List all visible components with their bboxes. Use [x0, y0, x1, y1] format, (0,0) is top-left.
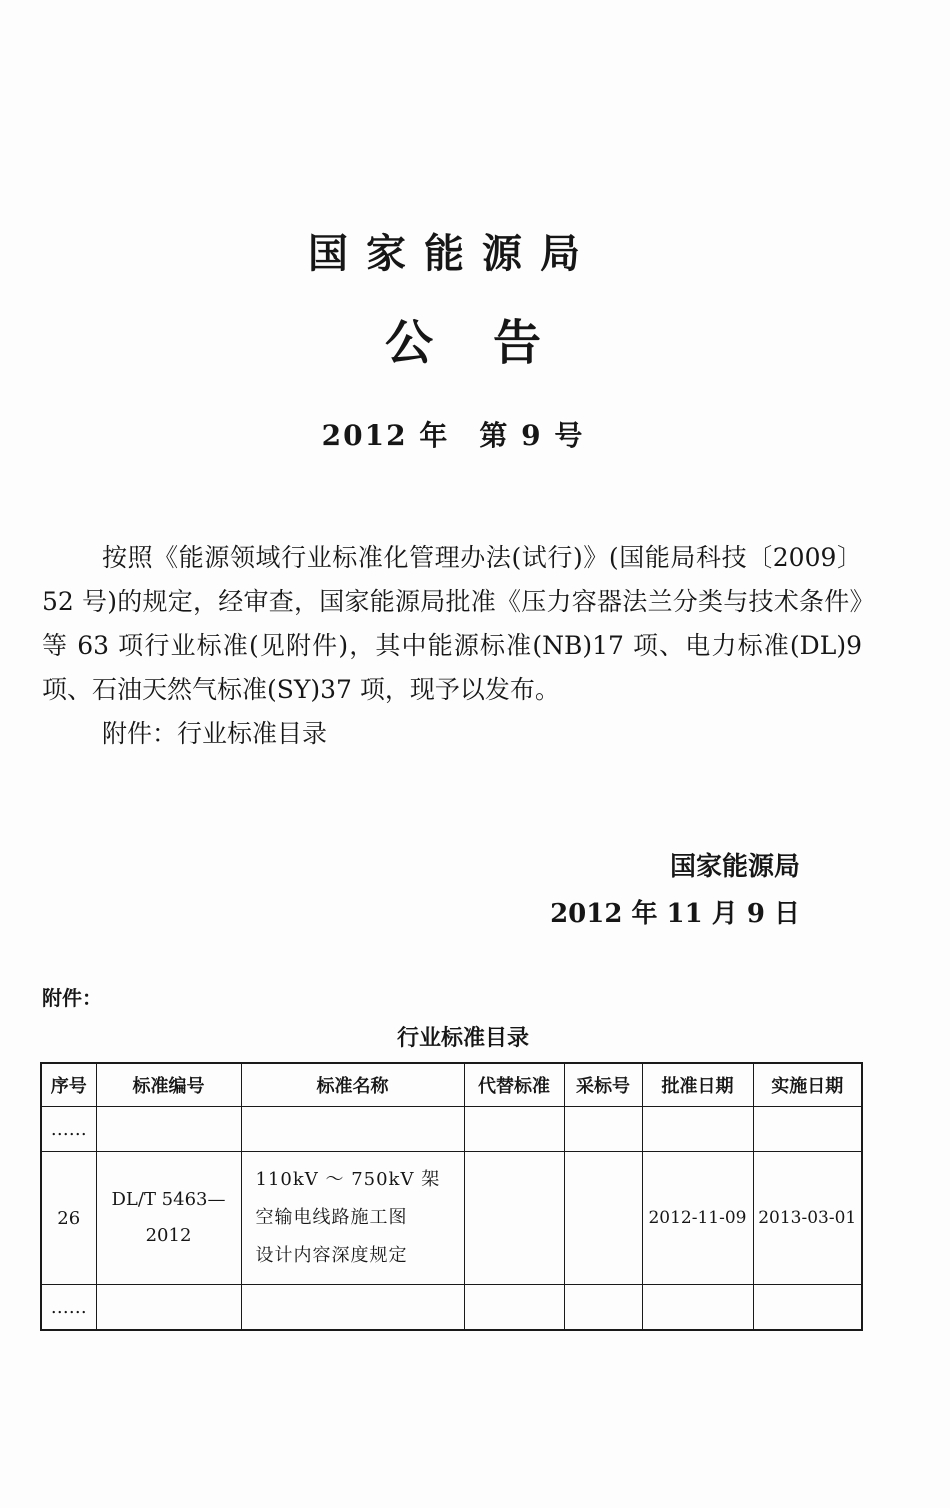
standards-catalog-table	[40, 1062, 863, 1331]
document-type-title: 公告	[384, 315, 601, 371]
row-code	[96, 1152, 241, 1285]
col-header-no: 序号	[41, 1063, 96, 1107]
ellipsis-cell: ……	[41, 1285, 96, 1331]
signature-date: 2012 年 11 月 9 日	[550, 899, 800, 929]
catalog-title: 行业标准目录	[396, 1026, 529, 1051]
agency-title: 国家能源局	[308, 231, 598, 277]
body-text: 按照《能源领域行业标准化管理办法(试行)》(国能局科技〔2009〕52 号)的规定，经审查，国家能源局批准《压力容器法兰分类与技术条件》等 63 项行业标准(见附件)，其中能源标准(NB)17 项、电力标准(DL)9 项、石油天然气标准(SY)37 项，现予以发布。	[42, 543, 862, 704]
col-header-code: 标准编号	[96, 1063, 241, 1107]
body-paragraph	[42, 536, 862, 712]
row-name-line-2: 空输电线路施工图	[255, 1207, 408, 1228]
table-header-row	[41, 1063, 862, 1107]
col-header-approved: 批准日期	[642, 1063, 753, 1107]
row-name-line-1: 110kV ～ 750kV 架	[255, 1169, 441, 1190]
row-replaces	[464, 1152, 564, 1285]
row-effective-date: 2013-03-01	[753, 1152, 862, 1285]
announcement-number: 2012 年 第 9 号	[321, 419, 585, 452]
row-name	[241, 1152, 464, 1285]
table-row	[41, 1107, 862, 1152]
row-adopted	[564, 1152, 642, 1285]
signature-agency: 国家能源局	[669, 852, 800, 882]
col-header-replaces: 代替标准	[464, 1063, 564, 1107]
col-header-effective: 实施日期	[753, 1063, 862, 1107]
col-header-name: 标准名称	[241, 1063, 464, 1107]
row-no: 26	[41, 1152, 96, 1285]
col-header-adopted: 采标号	[564, 1063, 642, 1107]
attachment-label: 附件：	[42, 986, 102, 1010]
row-name-line-3: 设计内容深度规定	[255, 1245, 408, 1266]
row-approved-date: 2012-11-09	[642, 1152, 753, 1285]
row-code-line-2: 2012	[145, 1225, 192, 1246]
table-row	[41, 1285, 862, 1331]
row-code-line-1: DL/T 5463—	[111, 1189, 226, 1210]
attachment-reference: 附件：行业标准目录	[102, 719, 328, 748]
table-row	[41, 1152, 862, 1285]
ellipsis-cell: ……	[41, 1107, 96, 1152]
